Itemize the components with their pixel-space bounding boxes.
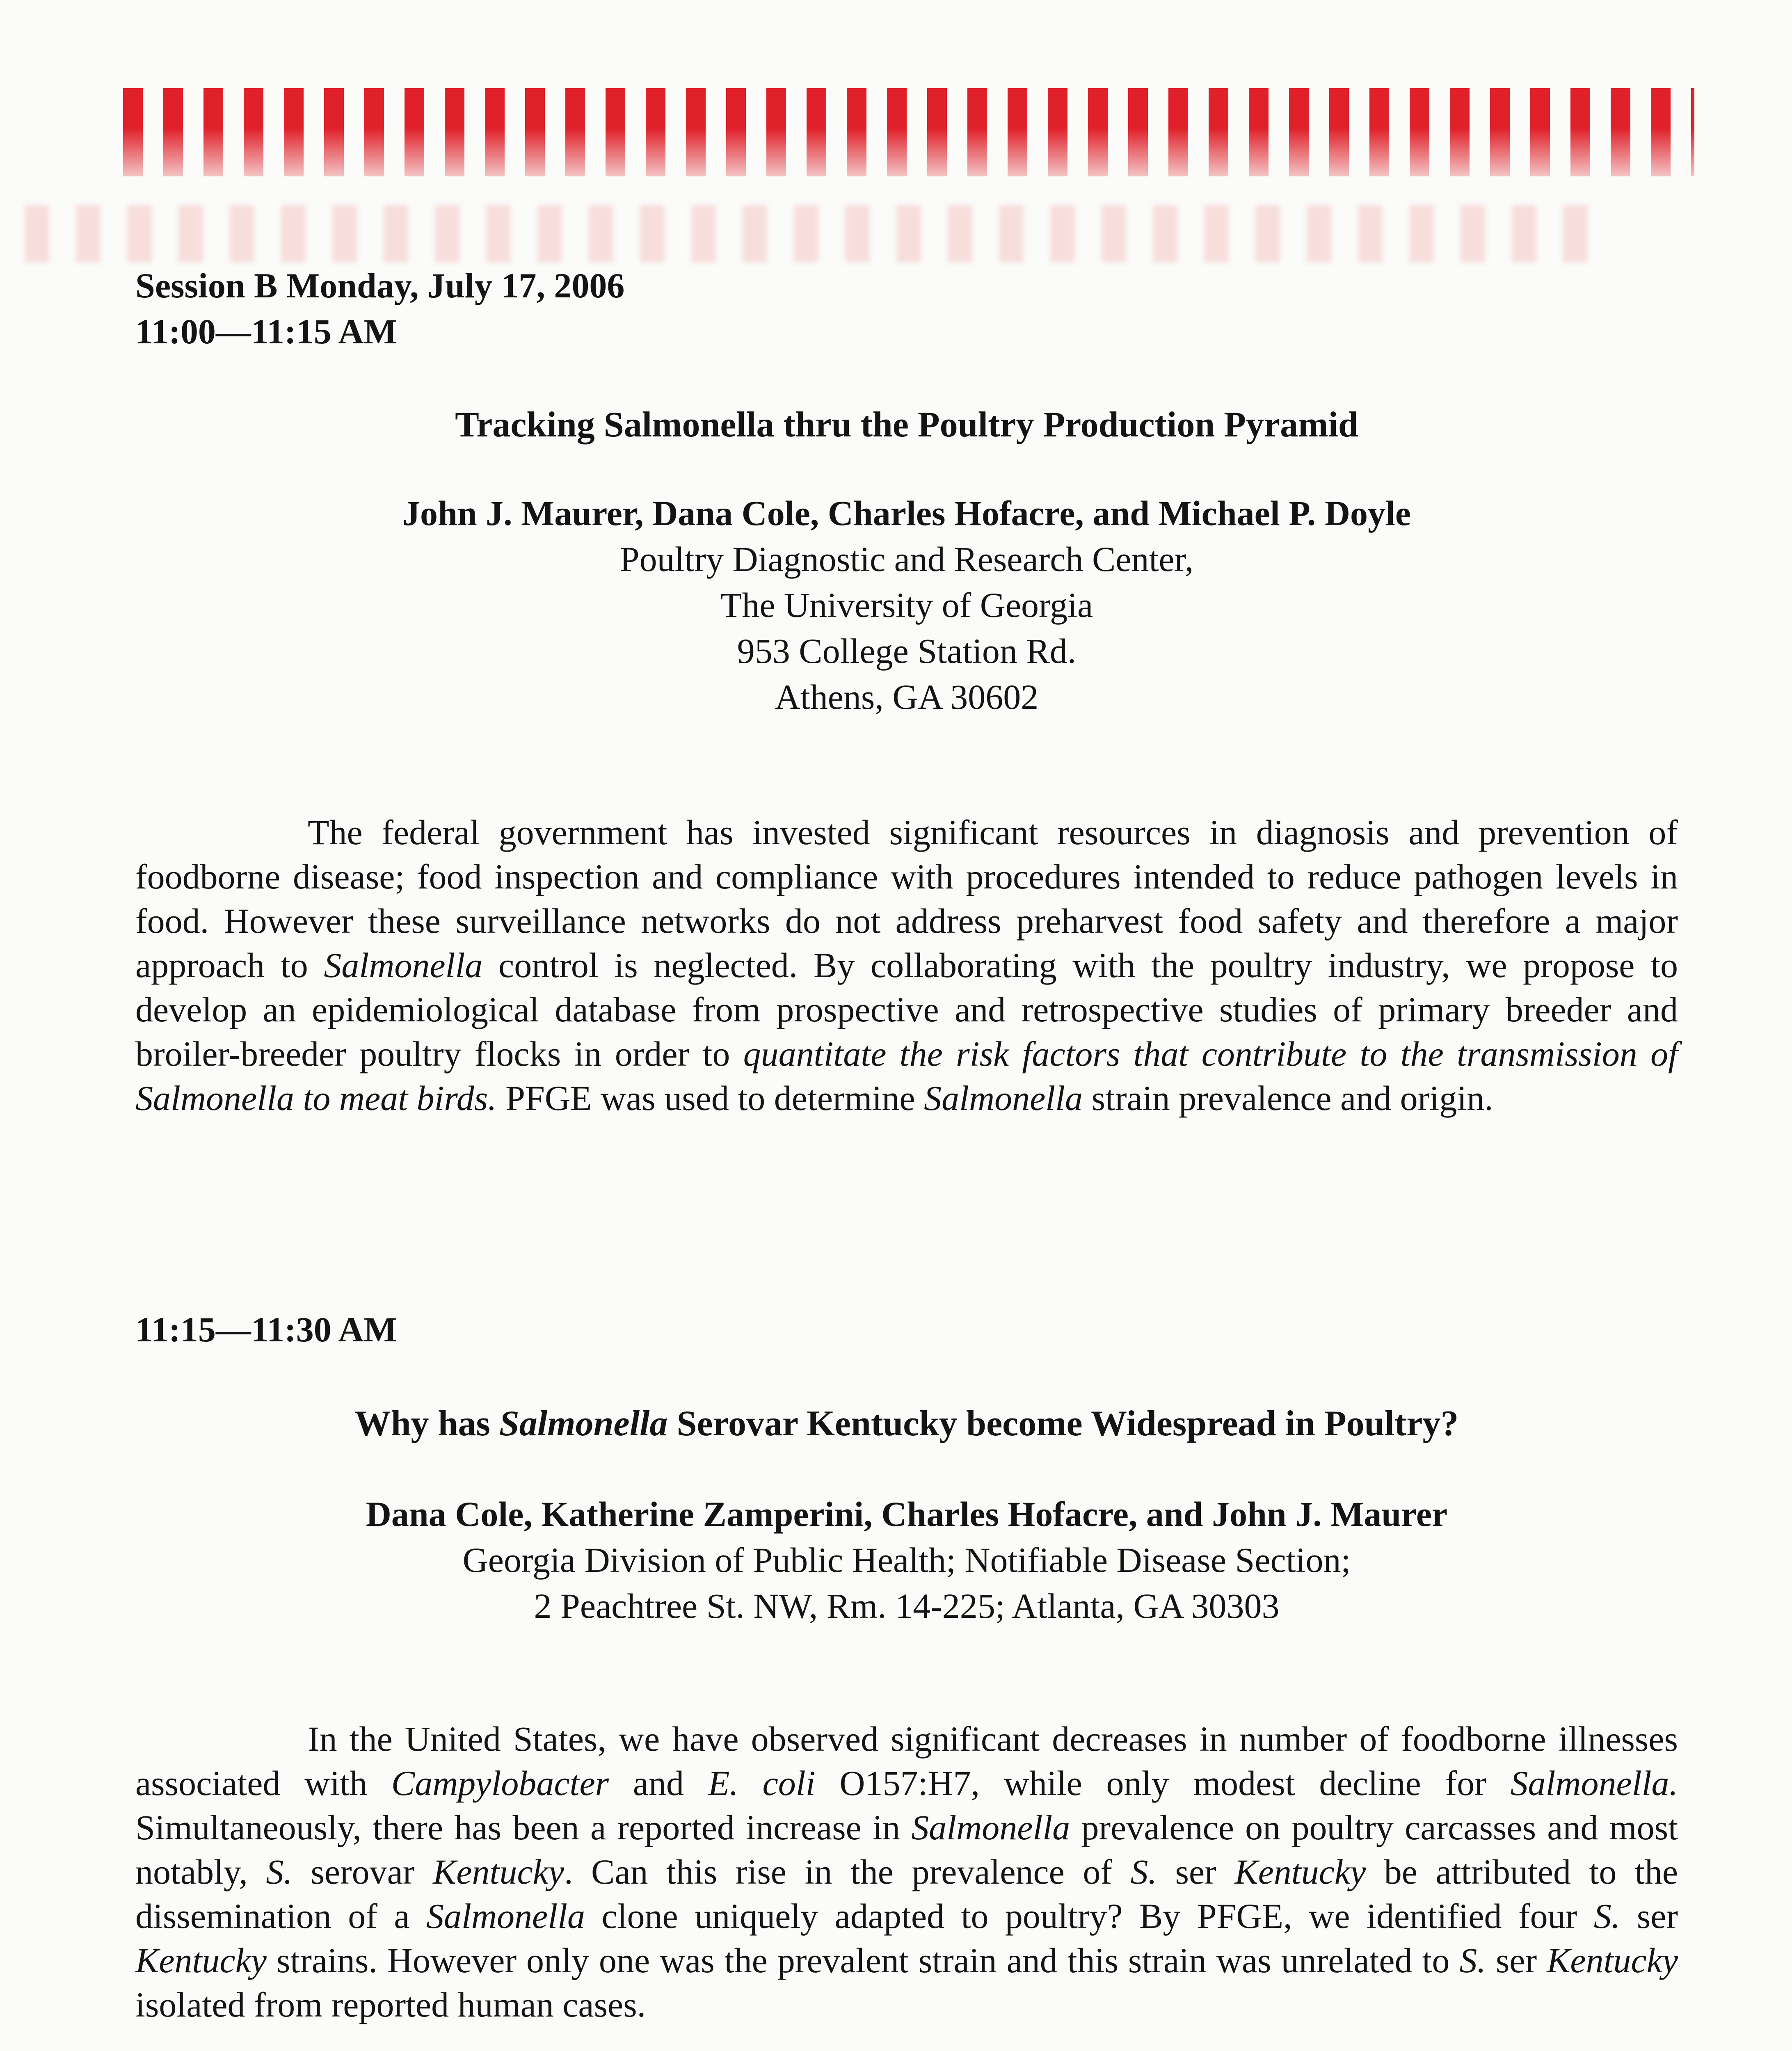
abstract-italic: Salmonella (924, 1078, 1083, 1118)
talk2-title (135, 1401, 1678, 1447)
abstract-italic: Salmonella (911, 1808, 1070, 1847)
talk1-authors: John J. Maurer, Dana Cole, Charles Hofacre, and Michael P. Doyle (402, 493, 1411, 533)
title-text: Serovar Kentucky become Widespread in Poultry? (667, 1404, 1459, 1443)
talk2-time: 11:15—11:30 AM (135, 1310, 397, 1349)
abstract-text: PFGE was used to determine (496, 1078, 924, 1118)
abstract-text: isolated from reported human cases. (135, 1985, 646, 2024)
abstract-italic: Salmonella (324, 946, 483, 985)
talk1-affiliation-line: Athens, GA 30602 (775, 677, 1039, 717)
talk2-authors: Dana Cole, Katherine Zamperini, Charles Hofacre, and John J. Maurer (366, 1494, 1448, 1534)
abstract-text: prevalence on poultry carcasses and most notably, (135, 1808, 1678, 1891)
abstract-text: clone uniquely adapted to poultry? By PFGE, we identified four (585, 1896, 1594, 1936)
talk2-affiliation-line: 2 Peachtree St. NW, Rm. 14-225; Atlanta, GA 30303 (534, 1586, 1280, 1626)
abstract-text: In the United States, we have observed significant decreases in number of foodborne illnesses associated with (135, 1719, 1678, 1803)
talk1-author-block (135, 490, 1678, 720)
talk2-affiliation-line: Georgia Division of Public Health; Notifiable Disease Section; (462, 1540, 1351, 1580)
abstract-italic: S. (1130, 1852, 1157, 1891)
abstract-text: ser (1620, 1896, 1678, 1936)
abstract-italic: Salmonella (426, 1896, 585, 1936)
abstract-italic: Salmonella. (1510, 1763, 1678, 1803)
abstract-italic: quantitate the risk factors that contribute to the transmission of Salmonella to meat birds. (135, 1034, 1678, 1118)
abstract-text: The federal government has invested significant resources in diagnosis and prevention of foodborne disease; food inspection and compliance with procedures intended to reduce pathogen levels in food. However these surveillance networks do not address preharvest food safety and therefore a major approach to (135, 813, 1678, 985)
abstract-italic: S. (1593, 1896, 1621, 1936)
abstract-text: strains. However only one was the prevalent strain and this strain was unrelated to (266, 1941, 1460, 1980)
abstract-italic: Campylobacter (391, 1763, 609, 1803)
session-time: 11:00—11:15 AM (135, 312, 397, 351)
abstract-text: serovar (292, 1852, 433, 1891)
abstract-text: ser (1157, 1852, 1235, 1891)
talk1-affiliation-line: The University of Georgia (720, 585, 1093, 625)
abstract-text: Simultaneously, there has been a reported increase in (135, 1808, 912, 1847)
abstract-text: strain prevalence and origin. (1083, 1078, 1493, 1118)
talk1-affiliation-line: Poultry Diagnostic and Research Center, (619, 539, 1194, 579)
abstract-text: ser (1486, 1941, 1547, 1980)
abstract-italic: Kentucky (1547, 1941, 1678, 1980)
talk2-author-block (135, 1491, 1678, 1629)
abstract-italic: Kentucky (1234, 1852, 1366, 1891)
talk1-affiliation-line: 953 College Station Rd. (737, 631, 1077, 671)
abstract-text: be attributed to the dissemination of a (135, 1852, 1678, 1936)
abstract-text: . Can this rise in the prevalence of (564, 1852, 1131, 1891)
talk1-title: Tracking Salmonella thru the Poultry Production Pyramid (455, 405, 1358, 445)
striped-banner (123, 88, 1694, 176)
talk2-abstract (135, 1717, 1678, 2027)
title-italic: Salmonella (499, 1404, 668, 1443)
abstract-text: control is neglected. By collaborating with the poultry industry, we propose to develop an epidemiological database from prospective and retrospective studies of primary breeder and broiler-breeder poultry flocks in order to (135, 946, 1678, 1073)
title-text: Why has (354, 1404, 499, 1443)
abstract-italic: S. (1459, 1941, 1486, 1980)
bleed-through-banner (25, 205, 1600, 263)
abstract-text: and (609, 1763, 708, 1803)
abstract-text: O157:H7, while only modest decline for (815, 1763, 1511, 1803)
abstract-italic: E. coli (708, 1763, 816, 1803)
session-header (135, 263, 874, 354)
session-date: Session B Monday, July 17, 2006 (135, 266, 625, 305)
talk1-abstract (135, 810, 1678, 1120)
abstract-italic: S. (266, 1852, 293, 1891)
abstract-italic: Kentucky (135, 1941, 267, 1980)
abstract-italic: Kentucky (433, 1852, 564, 1891)
